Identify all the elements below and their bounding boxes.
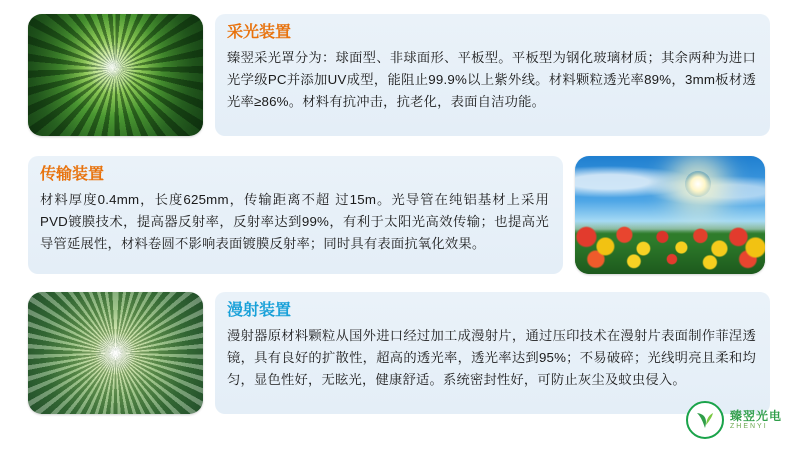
flower-layer — [575, 221, 765, 274]
sunburst-forest-photo — [28, 292, 203, 414]
transmission-title: 传输装置 — [40, 166, 105, 183]
logo-name-cn: 臻翌光电 — [729, 409, 782, 424]
section-diffusion — [28, 292, 770, 414]
transmission-text-panel — [28, 156, 563, 274]
leaf-icon — [686, 401, 724, 439]
daylighting-body: 臻翌采光罩分为：球面型、非球面形、平板型。平板型为钢化玻璃材质；其余两种为进口光学级PC并添加UV成型，能阻止99.9%以上紫外线。材料颗粒透光率89%，3mm板材透光率≥86%。材料有抗冲击，抗老化，表面自洁功能。 — [227, 50, 756, 109]
diffusion-text-panel — [215, 292, 770, 414]
logo-name-en: ZHENYI — [729, 422, 768, 430]
diffusion-title: 漫射装置 — [227, 302, 292, 319]
section-daylighting — [28, 14, 770, 136]
logo-text — [730, 410, 782, 430]
cloud-layer — [575, 163, 765, 210]
forest-canopy-photo — [28, 14, 203, 136]
tulip-field-photo — [575, 156, 765, 274]
daylighting-title: 采光装置 — [227, 24, 292, 41]
transmission-body: 材料厚度0.4mm，长度625mm，传输距离不超 过15m。光导管在纯铝基材上采用PVD镀膜技术，提高器反射率，反射率达到99%，有利于太阳光高效传输；也提高光导管延展性，材料卷圆不影响表面镀膜反射率；同时具有表面抗氧化效果。 — [40, 192, 549, 251]
section-transmission — [28, 156, 770, 274]
daylighting-text-panel — [215, 14, 770, 136]
diffusion-body: 漫射器原材料颗粒从国外进口经过加工成漫射片，通过压印技术在漫射片表面制作菲涅透镜，具有良好的扩散性，超高的透光率，透光率达到95%；不易破碎；光线明亮且柔和均匀，显色性好，无眩光，健康舒适。系统密封性好，可防止灰尘及蚊虫侵入。 — [227, 328, 756, 387]
company-logo — [686, 401, 782, 439]
